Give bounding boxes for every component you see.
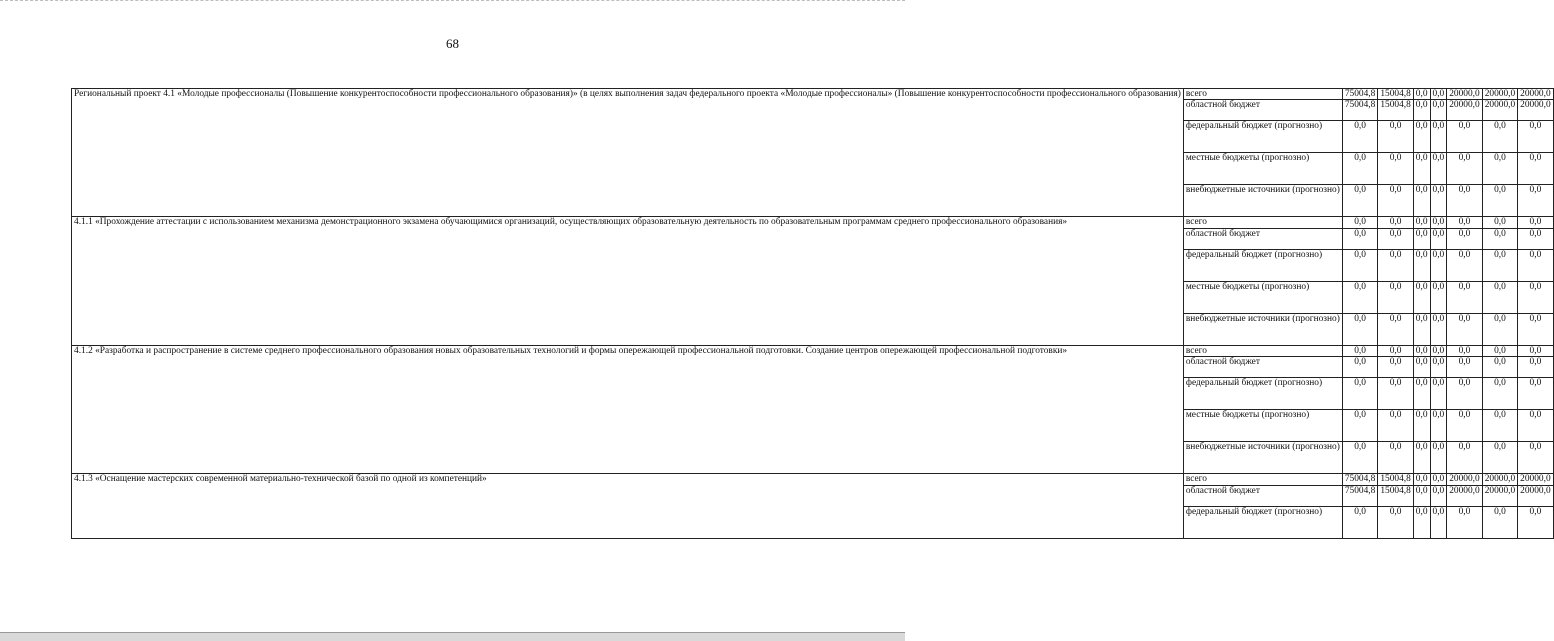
amount-cell: 0,0	[1518, 313, 1553, 345]
funding-source: областной бюджет	[1183, 485, 1342, 506]
table-row	[72, 345, 1554, 356]
amount-cell: 20000,0	[1518, 89, 1553, 100]
amount-cell: 0,0	[1430, 442, 1447, 474]
amount-cell: 0,0	[1430, 249, 1447, 281]
funding-source: федеральный бюджет (прогнозно)	[1183, 378, 1342, 410]
amount-cell: 0,0	[1413, 313, 1430, 345]
amount-cell: 0,0	[1342, 249, 1377, 281]
amount-cell: 0,0	[1482, 378, 1517, 410]
amount-cell: 0,0	[1447, 217, 1482, 228]
amount-cell: 20000,0	[1447, 100, 1482, 121]
amount-cell: 0,0	[1342, 410, 1377, 442]
amount-cell: 0,0	[1447, 228, 1482, 249]
funding-source: внебюджетные источники (прогнозно)	[1183, 442, 1342, 474]
amount-cell: 0,0	[1482, 357, 1517, 378]
amount-cell: 0,0	[1482, 228, 1517, 249]
amount-cell: 20000,0	[1518, 474, 1553, 485]
amount-cell: 0,0	[1413, 153, 1430, 185]
amount-cell: 0,0	[1342, 442, 1377, 474]
amount-cell: 0,0	[1430, 281, 1447, 313]
table-row	[72, 474, 1554, 485]
amount-cell: 0,0	[1378, 378, 1413, 410]
section-title: 4.1.2 «Разработка и распространение в системе среднего профессионального образования новых образовательных технологий и формы опережающей профессиональной подготовки. Создание центров опережающей профессиональной подготовки»	[72, 345, 1184, 473]
amount-cell: 0,0	[1482, 506, 1517, 538]
amount-cell: 0,0	[1518, 281, 1553, 313]
amount-cell: 15004,8	[1378, 100, 1413, 121]
amount-cell: 0,0	[1482, 153, 1517, 185]
amount-cell: 0,0	[1378, 185, 1413, 217]
amount-cell: 0,0	[1447, 249, 1482, 281]
amount-cell: 0,0	[1430, 217, 1447, 228]
amount-cell: 0,0	[1482, 121, 1517, 153]
amount-cell: 0,0	[1378, 313, 1413, 345]
amount-cell: 0,0	[1413, 345, 1430, 356]
amount-cell: 0,0	[1378, 357, 1413, 378]
amount-cell: 0,0	[1378, 410, 1413, 442]
amount-cell: 20000,0	[1482, 89, 1517, 100]
funding-source: внебюджетные источники (прогнозно)	[1183, 185, 1342, 217]
amount-cell: 0,0	[1413, 442, 1430, 474]
amount-cell: 0,0	[1482, 281, 1517, 313]
amount-cell: 0,0	[1378, 217, 1413, 228]
amount-cell: 75004,8	[1342, 474, 1377, 485]
amount-cell: 0,0	[1518, 217, 1553, 228]
amount-cell: 0,0	[1518, 185, 1553, 217]
amount-cell: 0,0	[1447, 153, 1482, 185]
amount-cell: 0,0	[1447, 121, 1482, 153]
amount-cell: 0,0	[1413, 121, 1430, 153]
amount-cell: 0,0	[1413, 185, 1430, 217]
amount-cell: 0,0	[1413, 410, 1430, 442]
amount-cell: 0,0	[1342, 313, 1377, 345]
amount-cell: 0,0	[1518, 228, 1553, 249]
amount-cell: 0,0	[1413, 506, 1430, 538]
amount-cell: 0,0	[1342, 378, 1377, 410]
amount-cell: 0,0	[1378, 281, 1413, 313]
amount-cell: 0,0	[1518, 153, 1553, 185]
amount-cell: 0,0	[1518, 357, 1553, 378]
amount-cell: 0,0	[1482, 345, 1517, 356]
scan-bottom-edge	[0, 632, 905, 641]
amount-cell: 20000,0	[1482, 474, 1517, 485]
amount-cell: 0,0	[1482, 442, 1517, 474]
amount-cell: 0,0	[1430, 313, 1447, 345]
amount-cell: 0,0	[1413, 228, 1430, 249]
amount-cell: 0,0	[1430, 506, 1447, 538]
amount-cell: 0,0	[1378, 442, 1413, 474]
amount-cell: 0,0	[1518, 506, 1553, 538]
amount-cell: 0,0	[1447, 442, 1482, 474]
amount-cell: 0,0	[1413, 281, 1430, 313]
amount-cell: 0,0	[1447, 506, 1482, 538]
amount-cell: 0,0	[1342, 506, 1377, 538]
section-title: Региональный проект 4.1 «Молодые профессионалы (Повышение конкурентоспособности профессионального образования)» (в целях выполнения задач федерального проекта «Молодые профессионалы» (Повышение конкурентоспособности профессионального образования)	[72, 89, 1184, 217]
page-number: 68	[446, 36, 459, 51]
amount-cell: 0,0	[1482, 313, 1517, 345]
amount-cell: 0,0	[1430, 357, 1447, 378]
amount-cell: 75004,8	[1342, 100, 1377, 121]
amount-cell: 0,0	[1378, 121, 1413, 153]
funding-source: всего	[1183, 89, 1342, 100]
amount-cell: 0,0	[1430, 89, 1447, 100]
amount-cell: 0,0	[1518, 121, 1553, 153]
funding-source: областной бюджет	[1183, 100, 1342, 121]
funding-source: федеральный бюджет (прогнозно)	[1183, 249, 1342, 281]
amount-cell: 15004,8	[1378, 89, 1413, 100]
section-title: 4.1.3 «Оснащение мастерских современной материально-технической базой по одной из компетенций»	[72, 474, 1184, 538]
amount-cell: 0,0	[1413, 357, 1430, 378]
amount-cell: 75004,8	[1342, 89, 1377, 100]
section-title: 4.1.1 «Прохождение аттестации с использованием механизма демонстрационного экзамена обучающимися организаций, осуществляющих образовательную деятельность по образовательным программам среднего профессионального образования»	[72, 217, 1184, 345]
amount-cell: 0,0	[1413, 474, 1430, 485]
amount-cell: 0,0	[1430, 121, 1447, 153]
amount-cell: 0,0	[1413, 249, 1430, 281]
amount-cell: 0,0	[1430, 378, 1447, 410]
amount-cell: 0,0	[1342, 357, 1377, 378]
amount-cell: 0,0	[1518, 378, 1553, 410]
funding-source: всего	[1183, 345, 1342, 356]
funding-source: местные бюджеты (прогнозно)	[1183, 153, 1342, 185]
amount-cell: 0,0	[1430, 474, 1447, 485]
funding-source: всего	[1183, 217, 1342, 228]
amount-cell: 0,0	[1342, 217, 1377, 228]
amount-cell: 0,0	[1430, 228, 1447, 249]
amount-cell: 0,0	[1447, 185, 1482, 217]
amount-cell: 0,0	[1482, 185, 1517, 217]
amount-cell: 20000,0	[1518, 100, 1553, 121]
amount-cell: 20000,0	[1447, 474, 1482, 485]
funding-source: федеральный бюджет (прогнозно)	[1183, 506, 1342, 538]
amount-cell: 0,0	[1430, 410, 1447, 442]
funding-source: внебюджетные источники (прогнозно)	[1183, 313, 1342, 345]
amount-cell: 0,0	[1342, 153, 1377, 185]
amount-cell: 0,0	[1518, 345, 1553, 356]
amount-cell: 0,0	[1378, 249, 1413, 281]
amount-cell: 0,0	[1413, 100, 1430, 121]
amount-cell: 20000,0	[1482, 485, 1517, 506]
funding-source: федеральный бюджет (прогнозно)	[1183, 121, 1342, 153]
amount-cell: 0,0	[1482, 217, 1517, 228]
funding-source: местные бюджеты (прогнозно)	[1183, 410, 1342, 442]
amount-cell: 0,0	[1342, 185, 1377, 217]
amount-cell: 0,0	[1447, 357, 1482, 378]
amount-cell: 0,0	[1482, 249, 1517, 281]
amount-cell: 20000,0	[1447, 485, 1482, 506]
amount-cell: 0,0	[1378, 228, 1413, 249]
amount-cell: 0,0	[1342, 121, 1377, 153]
budget-table	[71, 88, 1554, 539]
amount-cell: 0,0	[1413, 485, 1430, 506]
amount-cell: 0,0	[1430, 100, 1447, 121]
amount-cell: 0,0	[1447, 410, 1482, 442]
amount-cell: 15004,8	[1378, 474, 1413, 485]
amount-cell: 0,0	[1430, 153, 1447, 185]
amount-cell: 15004,8	[1378, 485, 1413, 506]
table-row	[72, 217, 1554, 228]
amount-cell: 0,0	[1342, 281, 1377, 313]
amount-cell: 20000,0	[1482, 100, 1517, 121]
amount-cell: 0,0	[1447, 281, 1482, 313]
amount-cell: 0,0	[1413, 89, 1430, 100]
amount-cell: 0,0	[1430, 485, 1447, 506]
amount-cell: 0,0	[1518, 442, 1553, 474]
amount-cell: 0,0	[1378, 506, 1413, 538]
amount-cell: 20000,0	[1447, 89, 1482, 100]
amount-cell: 0,0	[1482, 410, 1517, 442]
amount-cell: 0,0	[1430, 345, 1447, 356]
amount-cell: 0,0	[1342, 228, 1377, 249]
funding-source: местные бюджеты (прогнозно)	[1183, 281, 1342, 313]
amount-cell: 0,0	[1413, 378, 1430, 410]
amount-cell: 0,0	[1342, 345, 1377, 356]
amount-cell: 0,0	[1447, 345, 1482, 356]
amount-cell: 0,0	[1413, 217, 1430, 228]
amount-cell: 20000,0	[1518, 485, 1553, 506]
table-row	[72, 89, 1554, 100]
amount-cell: 0,0	[1447, 313, 1482, 345]
amount-cell: 0,0	[1378, 345, 1413, 356]
funding-source: областной бюджет	[1183, 357, 1342, 378]
funding-source: областной бюджет	[1183, 228, 1342, 249]
amount-cell: 0,0	[1378, 153, 1413, 185]
amount-cell: 0,0	[1447, 378, 1482, 410]
amount-cell: 0,0	[1518, 410, 1553, 442]
amount-cell: 0,0	[1430, 185, 1447, 217]
amount-cell: 75004,8	[1342, 485, 1377, 506]
amount-cell: 0,0	[1518, 249, 1553, 281]
funding-source: всего	[1183, 474, 1342, 485]
scan-top-edge	[0, 0, 905, 5]
